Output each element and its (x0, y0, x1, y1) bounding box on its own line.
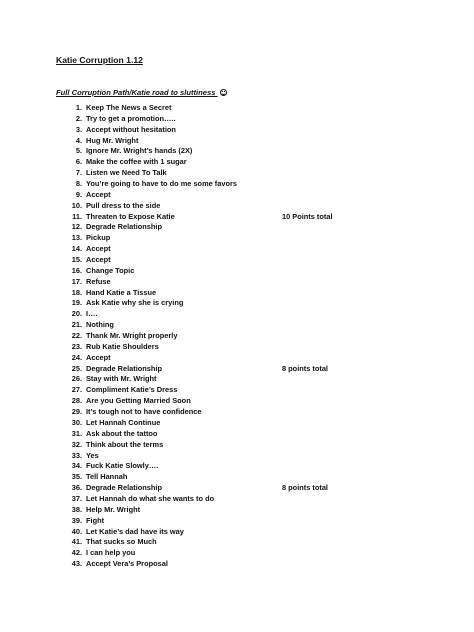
item-number: 3. (75, 124, 82, 134)
item-text: Fuck Katie Slowly…. (86, 461, 159, 471)
item-text: Keep The News a Secret (86, 103, 172, 112)
item-text: Threaten to Expose Katie (86, 211, 175, 221)
item-text: You’re going to have to do me some favors (86, 179, 237, 189)
item-number: 37. (71, 493, 82, 503)
list-item (0, 309, 474, 320)
item-text: Degrade Relationship (86, 483, 162, 493)
item-number: 20. (71, 309, 82, 319)
item-number: 25. (71, 363, 82, 373)
item-number: 35. (71, 472, 82, 482)
list-item (0, 320, 474, 331)
item-number: 22. (71, 331, 82, 341)
item-text: Ignore Mr. Wright’s hands (2X) (86, 146, 193, 156)
item-number: 18. (71, 287, 82, 297)
list-item (0, 418, 474, 429)
list-item (0, 222, 474, 233)
item-text: Pull dress to the side (86, 200, 161, 210)
list-item (0, 451, 474, 462)
item-text: Accept (86, 352, 111, 362)
item-text: Let Hannah Continue (86, 417, 161, 427)
item-number: 39. (71, 515, 82, 525)
list-item (0, 277, 474, 288)
item-number: 27. (71, 385, 82, 395)
list-item (0, 114, 474, 125)
item-text: Ask about the tattoo (86, 428, 158, 438)
item-number: 17. (71, 276, 82, 286)
document-title: Katie Corruption 1.12 (56, 55, 143, 65)
item-text: Let Katie’s dad have its way (86, 526, 184, 536)
points-total: 8 points total (282, 483, 328, 493)
item-text: Make the coffee with 1 sugar (86, 157, 187, 167)
item-text: Accept Vera’s Proposal (86, 559, 168, 569)
item-number: 8. (75, 179, 82, 189)
item-text: Accept (86, 255, 111, 265)
points-total: 8 points total (282, 363, 328, 373)
item-number: 21. (71, 320, 82, 330)
item-number: 6. (75, 157, 82, 167)
item-text: I…. (86, 309, 98, 319)
item-number: 32. (71, 439, 82, 449)
item-number: 14. (71, 244, 82, 254)
item-number: 11. (72, 211, 82, 221)
list-item (0, 353, 474, 364)
item-number: 16. (71, 265, 82, 275)
item-text: That sucks so Much (86, 537, 157, 547)
list-item (0, 103, 474, 114)
item-text: Accept without hesitation (86, 124, 176, 134)
smiley-icon (220, 89, 227, 96)
list-item (0, 385, 474, 396)
list-item (0, 266, 474, 277)
item-text: Compliment Katie’s Dress (86, 385, 178, 395)
list-item (0, 505, 474, 516)
item-number: 42. (71, 548, 82, 558)
list-item (0, 298, 474, 309)
item-number: 5. (75, 146, 82, 156)
item-text: It’s tough not to have confidence (86, 407, 202, 417)
item-text: I can help you (86, 548, 136, 558)
list-item (0, 483, 474, 494)
item-number: 40. (71, 526, 82, 536)
list-item (0, 125, 474, 136)
item-text: Accept (86, 189, 111, 199)
item-number: 23. (71, 341, 82, 351)
item-number: 31. (71, 428, 82, 438)
item-text: Stay with Mr. Wright (86, 374, 157, 384)
item-text: Help Mr. Wright (86, 504, 141, 514)
list-item (0, 233, 474, 244)
list-item (0, 461, 474, 472)
item-text: Hand Katie a Tissue (86, 287, 157, 297)
list-item (0, 255, 474, 266)
list-item (0, 288, 474, 299)
item-text: Are you Getting Married Soon (86, 396, 191, 406)
item-text: Degrade Relationship (86, 222, 162, 232)
list-item (0, 559, 474, 570)
item-number: 13. (71, 233, 82, 243)
item-text: Pickup (86, 233, 111, 243)
list-item (0, 168, 474, 179)
list-item (0, 331, 474, 342)
list-item (0, 537, 474, 548)
item-text: Change Topic (86, 265, 135, 275)
item-text: Yes (86, 450, 99, 460)
list-item (0, 374, 474, 385)
item-number: 36. (71, 483, 82, 493)
item-number: 38. (71, 504, 82, 514)
list-item (0, 516, 474, 527)
item-text: Try to get a promotion….. (86, 113, 176, 123)
list-item (0, 494, 474, 505)
item-number: 30. (71, 417, 82, 427)
list-item (0, 244, 474, 255)
item-number: 10. (71, 200, 82, 210)
item-number: 19. (71, 298, 82, 308)
list-item (0, 212, 474, 223)
points-total: 10 Points total (282, 211, 333, 221)
list-item (0, 201, 474, 212)
list-item (0, 440, 474, 451)
list-item (0, 548, 474, 559)
list-item (0, 407, 474, 418)
item-number: 29. (71, 407, 82, 417)
item-number: 15. (71, 255, 82, 265)
item-text: Think about the terms (86, 439, 164, 449)
item-number: 41. (71, 537, 82, 547)
item-text: Rub Katie Shoulders (86, 341, 159, 351)
item-number: 34. (71, 461, 82, 471)
item-text: Fight (86, 515, 105, 525)
item-number: 7. (75, 168, 82, 178)
item-number: 33. (71, 450, 82, 460)
item-text: Degrade Relationship (86, 363, 162, 373)
document-subtitle (56, 88, 227, 97)
item-number: 2. (75, 113, 82, 123)
item-text: Hug Mr. Wright (86, 135, 139, 145)
list-item (0, 146, 474, 157)
item-text: Listen we Need To Talk (86, 168, 167, 178)
list-item (0, 179, 474, 190)
item-text: Let Hannah do what she wants to do (86, 493, 215, 503)
item-number: 26. (71, 374, 82, 384)
item-number: 4. (75, 135, 82, 145)
list-item (0, 157, 474, 168)
item-text: Refuse (86, 276, 111, 286)
list-item (0, 396, 474, 407)
item-text: Ask Katie why she is crying (86, 298, 184, 308)
list-item (0, 342, 474, 353)
list-item (0, 190, 474, 201)
item-number: 9. (75, 189, 82, 199)
list-item (0, 364, 474, 375)
subtitle-text: Full Corruption Path/Katie road to sluttiness (56, 88, 216, 97)
item-number: 1. (75, 103, 82, 112)
numbered-list (0, 103, 474, 570)
list-item (0, 527, 474, 538)
item-text: Tell Hannah (86, 472, 128, 482)
item-number: 43. (71, 559, 82, 569)
item-number: 24. (71, 352, 82, 362)
item-text: Thank Mr. Wright properly (86, 331, 178, 341)
item-text: Nothing (86, 320, 114, 330)
item-number: 28. (71, 396, 82, 406)
list-item (0, 429, 474, 440)
list-item (0, 472, 474, 483)
item-number: 12. (71, 222, 82, 232)
list-item (0, 136, 474, 147)
item-text: Accept (86, 244, 111, 254)
